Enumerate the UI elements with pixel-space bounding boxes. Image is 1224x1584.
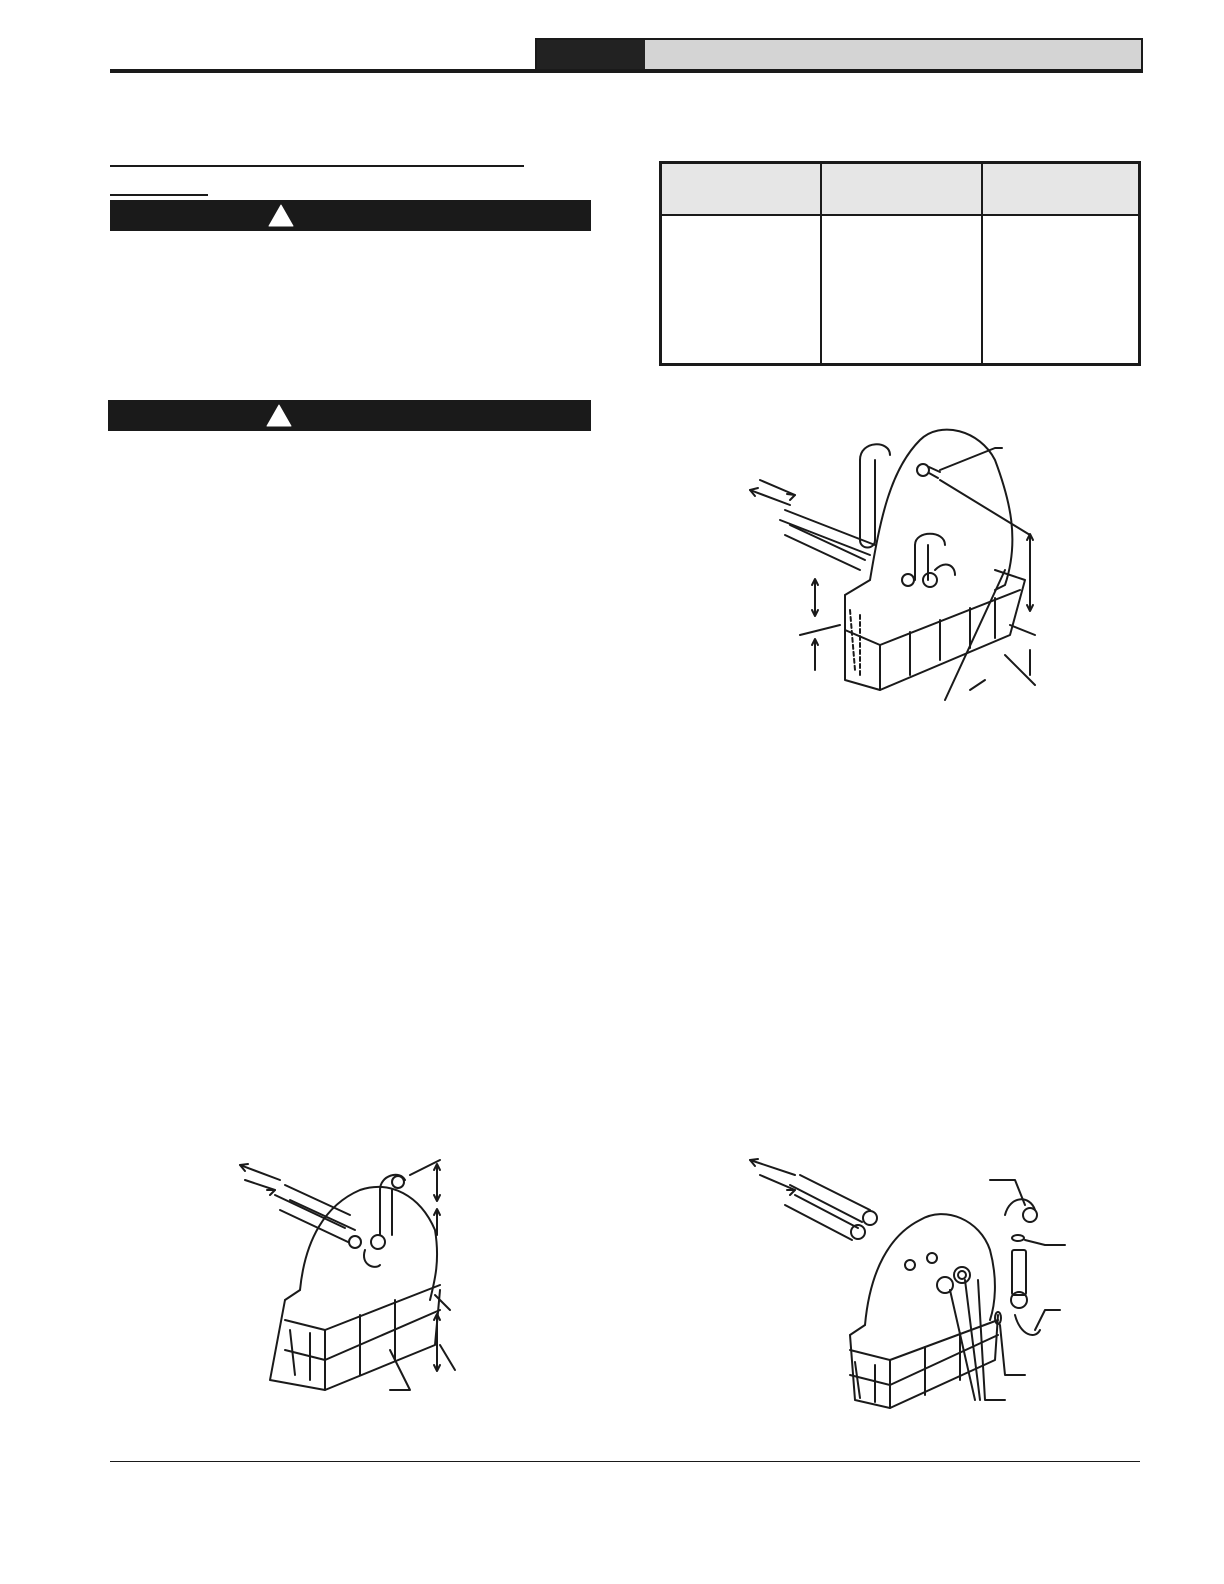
figure-bottom-right: [740, 1150, 1080, 1420]
section-heading-underline: [110, 165, 524, 167]
table-column-divider: [981, 164, 983, 363]
table-column-divider: [820, 164, 822, 363]
warning-banner-2: [108, 400, 591, 431]
subsection-heading-underline: [110, 194, 208, 196]
warning-triangle-icon: [266, 404, 292, 427]
footer-rule: [110, 1461, 1140, 1462]
warning-triangle-icon: [268, 204, 294, 227]
section-tab-number: [537, 40, 645, 69]
spec-table: [659, 161, 1141, 366]
figure-top-right: [740, 420, 1050, 710]
figure-bottom-left: [230, 1150, 470, 1400]
section-tab: [535, 38, 1143, 71]
table-header-row: [662, 164, 1138, 216]
warning-banner-1: [110, 200, 591, 231]
